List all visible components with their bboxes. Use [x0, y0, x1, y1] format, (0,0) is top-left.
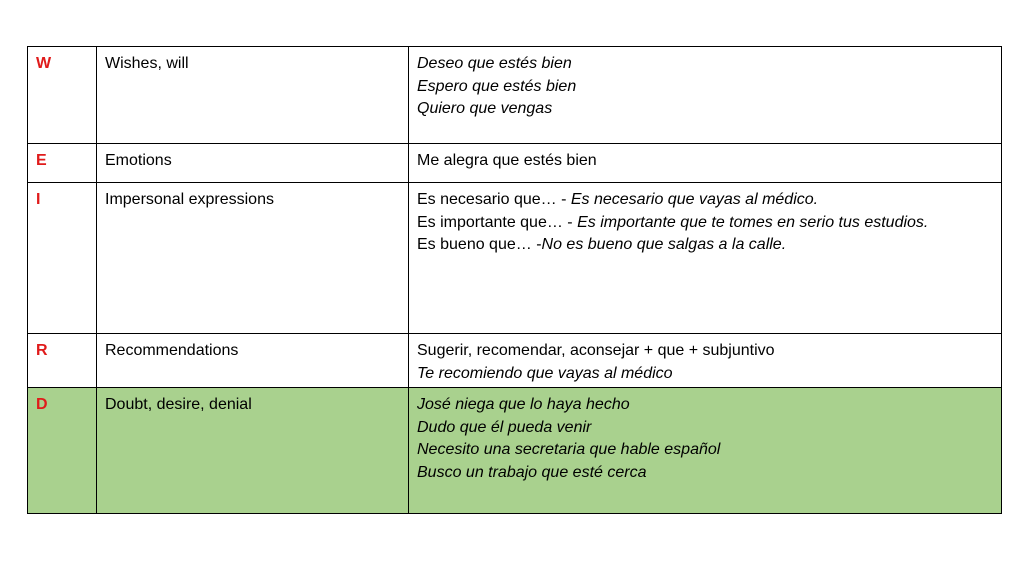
letter-d: D	[36, 396, 48, 413]
example-italic: Espero que estés bien	[417, 77, 577, 95]
letter-cell	[28, 334, 97, 388]
example-italic: No es bueno que salgas a la calle.	[541, 236, 787, 253]
example-italic: José niega que lo haya hecho	[417, 396, 630, 413]
example-plain: Es necesario que… -	[417, 191, 571, 208]
example-plain: Me alegra que estés bien	[417, 152, 597, 169]
example-line	[417, 439, 993, 462]
example-italic: Busco un trabajo que esté cerca	[417, 463, 647, 481]
examples-cell	[409, 334, 1002, 388]
example-line	[417, 462, 993, 485]
example-italic: Necesito una secretaria que hable español	[417, 441, 721, 458]
example-line	[417, 234, 993, 257]
example-line	[417, 394, 993, 417]
example-line	[417, 363, 993, 386]
examples-cell	[409, 144, 1002, 183]
example-italic: Te recomiendo que vayas al médico	[417, 364, 673, 382]
table-row-e	[28, 144, 1002, 183]
letter-i: I	[36, 191, 41, 208]
example-italic: Es importante que te tomes en serio tus estudios.	[577, 213, 929, 231]
letter-r: R	[36, 342, 48, 359]
examples-cell	[409, 183, 1002, 334]
weird-subjunctive-table	[27, 46, 1002, 514]
example-italic: Dudo que él pueda venir	[417, 418, 592, 436]
letter-cell	[28, 47, 97, 144]
letter-cell	[28, 144, 97, 183]
meaning-i: Impersonal expressions	[105, 191, 274, 208]
examples-cell	[409, 388, 1002, 514]
meaning-d: Doubt, desire, denial	[105, 396, 252, 413]
example-line	[417, 98, 993, 121]
example-line	[417, 189, 993, 212]
table-row-r	[28, 334, 1002, 388]
example-italic: Deseo que estés bien	[417, 55, 572, 72]
meaning-r: Recommendations	[105, 342, 239, 359]
meaning-cell	[97, 183, 409, 334]
table-row-i	[28, 183, 1002, 334]
table-row-d	[28, 388, 1002, 514]
example-line	[417, 53, 993, 76]
example-plain: Es importante que… -	[417, 213, 578, 231]
example-plain: Es bueno que… -	[417, 236, 542, 253]
table-row-w	[28, 47, 1002, 144]
meaning-cell	[97, 144, 409, 183]
examples-cell	[409, 47, 1002, 144]
example-italic: Quiero que vengas	[417, 100, 553, 117]
meaning-cell	[97, 334, 409, 388]
letter-w: W	[36, 55, 52, 72]
meaning-cell	[97, 47, 409, 144]
letter-e: E	[36, 152, 47, 169]
example-italic: Es necesario que vayas al médico.	[570, 191, 819, 208]
letter-cell	[28, 183, 97, 334]
letter-cell	[28, 388, 97, 514]
meaning-cell	[97, 388, 409, 514]
meaning-w: Wishes, will	[105, 55, 189, 72]
example-plain: Sugerir, recomendar, aconsejar + que + subjuntivo	[417, 342, 775, 359]
example-line	[417, 417, 993, 440]
example-line	[417, 76, 993, 99]
example-line	[417, 150, 993, 173]
example-line	[417, 212, 993, 235]
example-line	[417, 340, 993, 363]
meaning-e: Emotions	[105, 152, 172, 169]
